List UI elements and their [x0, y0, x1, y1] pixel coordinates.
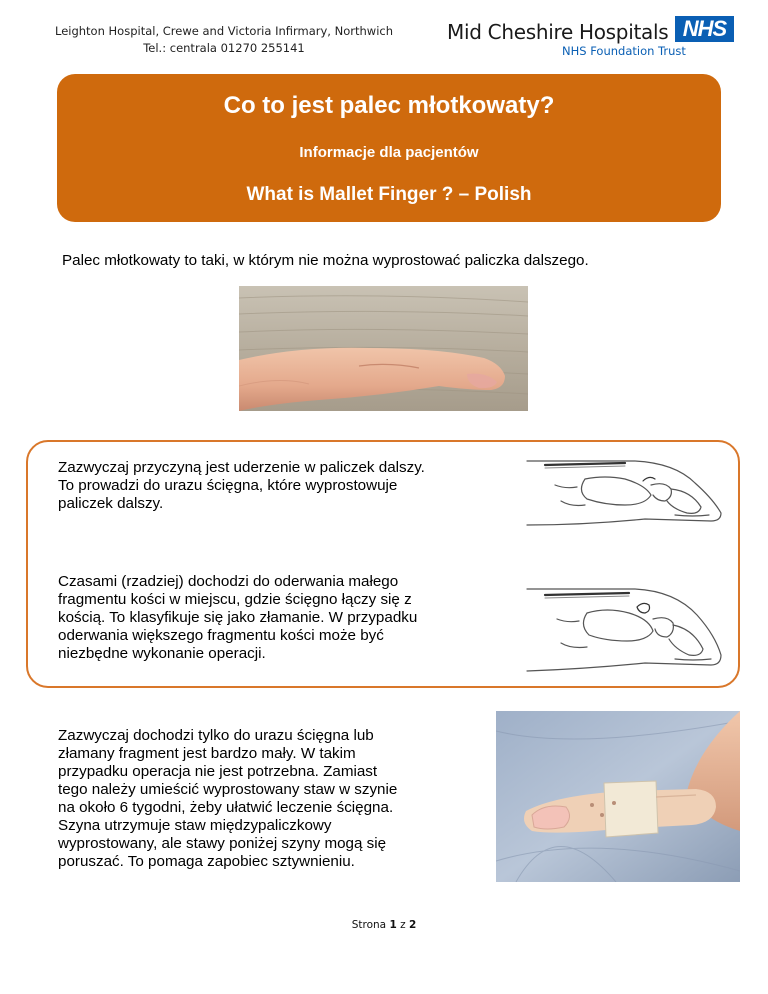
text-line: oderwania większego fragmentu kości może być	[58, 627, 384, 644]
text-line: kością. To klasyfikuje się jako złamanie. W przypadku	[58, 609, 418, 626]
nhs-logo: NHS	[675, 16, 734, 42]
text-line: na około 6 tygodni, żeby ułatwić leczenie ścięgna.	[58, 799, 394, 816]
text-line: Szyna utrzymuje staw międzypaliczkowy	[58, 817, 332, 834]
intro-text: Palec młotkowaty to taki, w którym nie można wyprostować paliczka dalszego.	[62, 252, 589, 269]
phone-line: Tel.: centrala 01270 255141	[143, 41, 305, 55]
avulsion-fracture-diagram	[525, 583, 735, 675]
text-line: paliczek dalszy.	[58, 495, 164, 512]
mallet-finger-photo	[239, 286, 528, 411]
brand-name: Mid Cheshire Hospitals	[447, 20, 669, 44]
text-line: Zazwyczaj dochodzi tylko do urazu ścięgna lub	[58, 727, 374, 744]
text-line: niezbędne wykonanie operacji.	[58, 645, 266, 662]
page-number: Strona 1 z 2	[351, 919, 417, 931]
text-line: poruszać. To pomaga zapobiec sztywnieniu.	[58, 853, 355, 870]
treatment-paragraph	[58, 727, 468, 871]
text-line: To prowadzi do urazu ścięgna, które wyprostowuje	[58, 477, 398, 494]
text-line: Czasami (rzadziej) dochodzi do oderwania małego	[58, 573, 399, 590]
fracture-paragraph	[58, 573, 508, 663]
text-line: tego należy umieścić wyprostowany staw w szynie	[58, 781, 398, 798]
text-line: Zazwyczaj przyczyną jest uderzenie w paliczek dalszy.	[58, 459, 425, 476]
page-title: Co to jest palec młotkowaty?	[223, 92, 555, 119]
finger-splint-photo	[496, 711, 740, 882]
hospitals-line: Leighton Hospital, Crewe and Victoria Infirmary, Northwich	[54, 24, 393, 38]
cause-paragraph	[58, 459, 508, 513]
trust-name: NHS Foundation Trust	[562, 44, 686, 58]
title-banner	[57, 74, 721, 222]
text-line: fragmentu kości w miejscu, gdzie ścięgno łączy się z	[58, 591, 412, 608]
text-line: wyprostowany, ale stawy poniżej szyny mogą się	[58, 835, 387, 852]
text-line: złamany fragment jest bardzo mały. W takim	[58, 745, 356, 762]
text-line: przypadku operacja nie jest potrzebna. Zamiast	[58, 763, 378, 780]
page-subtitle: Informacje dla pacjentów	[299, 144, 479, 161]
tendon-injury-diagram	[525, 455, 735, 530]
english-title: What is Mallet Finger ? – Polish	[246, 184, 532, 205]
